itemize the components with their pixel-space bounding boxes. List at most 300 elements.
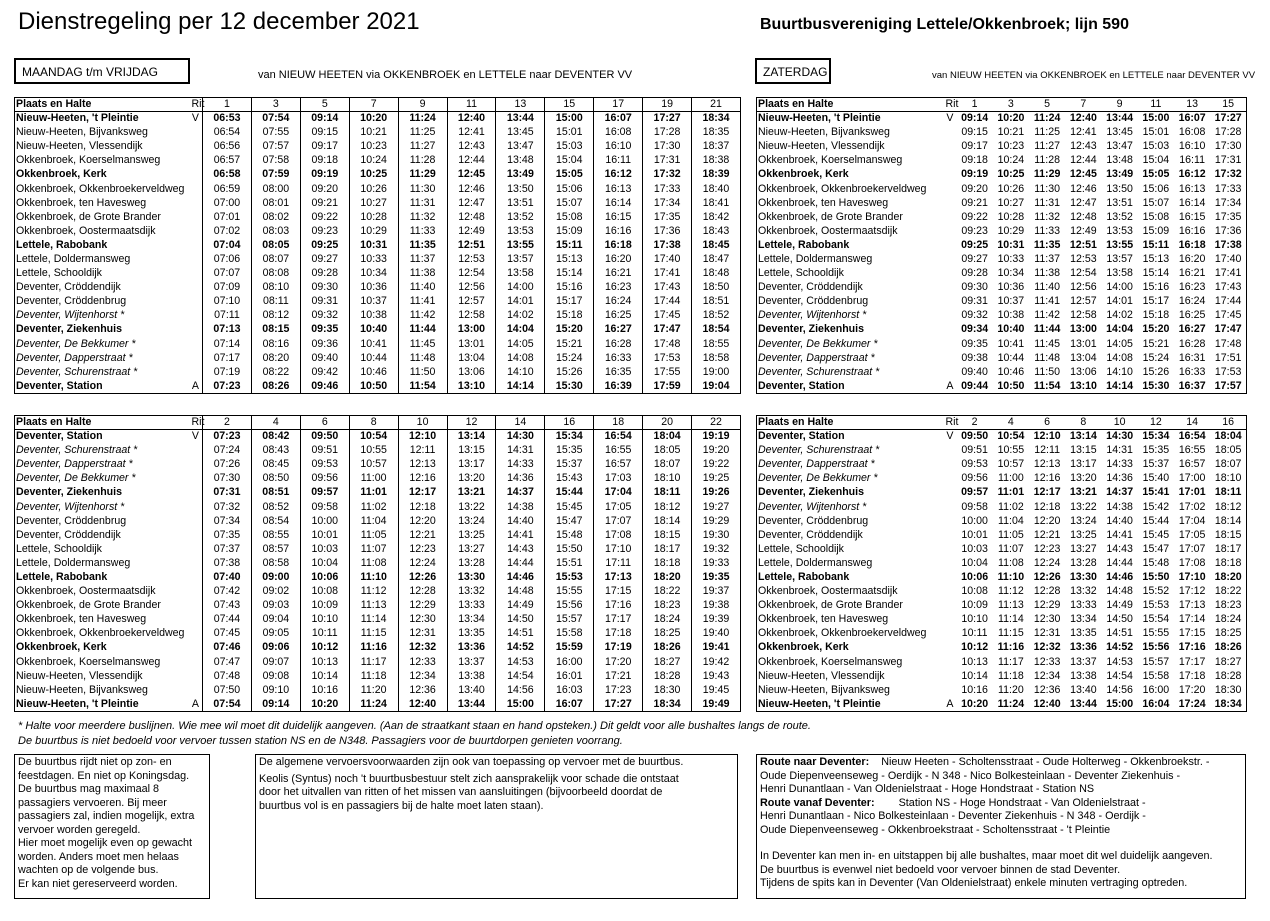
table-row [15, 613, 741, 627]
table-row [15, 309, 741, 323]
info-box-left [14, 754, 210, 899]
departure-time: 14:02 [1106, 309, 1133, 322]
departure-time: 09:31 [300, 295, 349, 309]
table-row [15, 252, 741, 266]
departure-time: 15:20 [1142, 323, 1170, 336]
departure-time: 10:04 [300, 556, 349, 570]
stop-flag [191, 570, 203, 584]
departure-time: 08:20 [251, 351, 300, 365]
departure-time: 13:35 [1070, 627, 1097, 640]
route-to-line: Oude Diepenveenseweg - Oerdijk - N 348 - Nico Bolkesteinlaan - Deventer Ziekenhuis - [760, 769, 1181, 782]
departure-time: 17:20 [1178, 683, 1206, 696]
departure-time: 15:50 [545, 542, 594, 556]
departure-time: 14:30 [1106, 430, 1134, 443]
departure-time: 15:24 [545, 351, 594, 365]
departure-time: 10:13 [961, 655, 988, 668]
table-row [757, 126, 1247, 140]
departure-time: 17:15 [594, 585, 643, 599]
departure-time: 10:00 [961, 514, 988, 527]
departure-time: 09:53 [300, 458, 349, 472]
route-from-line: Henri Dunantlaan - Nico Bolkesteinlaan - Deventer Ziekenhuis - N 348 - Oerdijk - [760, 810, 1146, 822]
departure-time: 09:28 [300, 267, 349, 281]
departure-time: 17:07 [1178, 542, 1206, 555]
departure-time: 11:38 [1034, 267, 1060, 280]
departure-time: 09:22 [300, 210, 349, 224]
table-row [757, 295, 1247, 309]
info-left-line: De buurtbus rijdt niet op zon- en [18, 756, 172, 768]
departure-time: 17:18 [1178, 669, 1206, 682]
table-row [15, 542, 741, 556]
departure-time: 13:10 [1069, 379, 1097, 392]
stop-name: Deventer, Cröddendijk [758, 528, 863, 541]
departure-time: 11:38 [398, 267, 447, 281]
stop-flag [191, 683, 203, 697]
stop-name: Lettele, Doldermansweg [16, 556, 131, 569]
departure-time: 10:01 [300, 528, 349, 542]
departure-time: 11:45 [1034, 337, 1060, 350]
departure-time: 14:41 [1106, 528, 1133, 541]
table-row [15, 585, 741, 599]
departure-time: 14:38 [496, 500, 545, 514]
stop-flag [945, 556, 957, 570]
departure-time: 18:35 [692, 126, 741, 140]
departure-time: 08:05 [251, 238, 300, 252]
departure-time: 16:55 [1178, 444, 1206, 457]
departure-time: 09:51 [961, 444, 988, 457]
stop-name: Lettele, Doldermansweg [758, 556, 873, 569]
departure-time: 09:32 [300, 309, 349, 323]
departure-time: 13:33 [1070, 599, 1097, 612]
departure-time: 11:24 [349, 697, 398, 711]
departure-time: 11:29 [1033, 168, 1061, 181]
departure-time: 10:01 [961, 528, 988, 541]
table-row [757, 112, 1247, 126]
departure-time: 09:04 [251, 613, 300, 627]
departure-time: 11:32 [398, 210, 447, 224]
departure-time: 08:08 [251, 267, 300, 281]
departure-time: 10:40 [349, 323, 398, 337]
table-row [757, 210, 1247, 224]
departure-time: 14:37 [1106, 486, 1134, 499]
departure-time: 15:47 [1142, 542, 1170, 555]
departure-time: 07:40 [203, 570, 252, 584]
stop-flag [945, 683, 957, 697]
departure-time: 10:13 [300, 655, 349, 669]
table-header-row [15, 98, 741, 112]
stop-name: Nieuw-Heeten, Bijvanksweg [16, 683, 148, 696]
stop-flag [191, 182, 203, 196]
departure-time: 15:37 [545, 458, 594, 472]
stop-name: Okkenbroek, Koerselmansweg [16, 154, 161, 167]
departure-time: 10:20 [300, 697, 349, 711]
table-row [757, 613, 1247, 627]
departure-time: 17:34 [1214, 196, 1242, 209]
stop-flag [191, 528, 203, 542]
departure-time: 17:43 [1214, 281, 1242, 294]
trip-number: 21 [692, 98, 741, 112]
departure-time: 14:38 [1106, 500, 1133, 513]
departure-time: 12:40 [1069, 112, 1097, 125]
departure-time: 06:57 [203, 154, 252, 168]
departure-time: 09:22 [961, 210, 988, 223]
departure-time: 08:11 [251, 295, 300, 309]
stop-flag [191, 472, 203, 486]
departure-time: 10:46 [349, 365, 398, 379]
table-row [15, 295, 741, 309]
departure-time: 15:08 [1142, 210, 1170, 223]
departure-time: 17:15 [1178, 627, 1206, 640]
departure-time: 17:43 [643, 281, 692, 295]
departure-time: 14:14 [1106, 379, 1134, 392]
departure-time: 10:25 [997, 168, 1025, 181]
stop-name: Deventer, De Bekkumer * [758, 472, 878, 485]
departure-time: 18:25 [1214, 627, 1242, 640]
departure-time: 18:18 [1214, 556, 1242, 569]
trip-number: 14 [496, 416, 545, 430]
departure-time: 14:49 [496, 599, 545, 613]
departure-time: 16:08 [594, 126, 643, 140]
departure-time: 17:21 [594, 669, 643, 683]
departure-time: 15:00 [496, 697, 545, 711]
departure-time: 18:20 [643, 570, 692, 584]
departure-time: 15:09 [545, 224, 594, 238]
departure-time: 11:25 [398, 126, 447, 140]
departure-time: 13:17 [1070, 458, 1097, 471]
departure-time: 17:59 [643, 379, 692, 393]
departure-time: 12:41 [447, 126, 496, 140]
departure-time: 09:06 [251, 641, 300, 655]
departure-time: 07:42 [203, 585, 252, 599]
stop-name: Lettele, Schooldijk [16, 267, 102, 280]
departure-time: 07:45 [203, 627, 252, 641]
departure-time: 13:51 [496, 196, 545, 210]
departure-time: 15:11 [1142, 238, 1170, 251]
departure-time: 11:13 [349, 599, 398, 613]
departure-time: 10:40 [997, 323, 1025, 336]
stop-flag [945, 140, 957, 154]
departure-time: 12:49 [447, 224, 496, 238]
stop-flag [945, 486, 957, 500]
departure-time: 15:07 [1142, 196, 1170, 209]
departure-time: 11:48 [398, 351, 447, 365]
stop-flag [191, 514, 203, 528]
departure-time: 12:58 [1070, 309, 1097, 322]
table-row [15, 570, 741, 584]
departure-time: 09:14 [251, 697, 300, 711]
departure-time: 08:00 [251, 182, 300, 196]
departure-time: 12:17 [398, 486, 447, 500]
table-row [757, 472, 1247, 486]
saturday-route: van NIEUW HEETEN via OKKENBROEK en LETTELE naar DEVENTER VV [932, 70, 1256, 81]
trip-number: 5 [300, 98, 349, 112]
departure-time: 16:37 [1178, 379, 1206, 392]
stop-name: Deventer, Schurenstraat * [758, 365, 880, 378]
departure-time: 16:03 [545, 683, 594, 697]
departure-time: 09:57 [300, 486, 349, 500]
departure-time: 07:32 [203, 500, 252, 514]
departure-time: 12:36 [398, 683, 447, 697]
departure-time: 10:38 [997, 309, 1025, 322]
departure-time: 17:47 [1214, 323, 1242, 336]
table-row [15, 154, 741, 168]
info-box-middle [255, 754, 738, 899]
departure-time: 18:14 [1214, 514, 1242, 527]
departure-time: 17:00 [1178, 472, 1206, 485]
departure-time: 17:03 [594, 472, 643, 486]
departure-time: 14:02 [496, 309, 545, 323]
departure-time: 11:13 [998, 599, 1024, 612]
departure-time: 15:44 [1142, 514, 1170, 527]
departure-time: 11:37 [1034, 252, 1060, 265]
departure-time: 18:40 [692, 182, 741, 196]
departure-time: 07:23 [203, 430, 252, 444]
stop-flag [191, 486, 203, 500]
departure-time: 18:47 [692, 252, 741, 266]
stop-flag [191, 281, 203, 295]
departure-time: 15:45 [545, 500, 594, 514]
departure-time: 17:32 [1214, 168, 1242, 181]
departure-time: 15:59 [545, 641, 594, 655]
departure-time: 10:08 [300, 585, 349, 599]
departure-time: 11:48 [1034, 351, 1060, 364]
departure-time: 17:01 [1178, 486, 1206, 499]
departure-time: 16:27 [1178, 323, 1206, 336]
departure-time: 06:58 [203, 168, 252, 182]
departure-time: 10:37 [349, 295, 398, 309]
table-row [15, 337, 741, 351]
departure-time: 07:17 [203, 351, 252, 365]
departure-time: 07:13 [203, 323, 252, 337]
departure-time: 10:14 [961, 669, 988, 682]
departure-time: 17:07 [594, 514, 643, 528]
departure-time: 12:20 [398, 514, 447, 528]
table-row [757, 655, 1247, 669]
departure-time: 10:09 [300, 599, 349, 613]
departure-time: 14:49 [1106, 599, 1133, 612]
info-left-line: De buurtbus mag maximaal 8 [18, 783, 160, 795]
stop-name: Okkenbroek, ten Havesweg [16, 196, 147, 209]
departure-time: 17:53 [643, 351, 692, 365]
departure-time: 15:47 [545, 514, 594, 528]
departure-time: 18:07 [1214, 458, 1242, 471]
departure-time: 16:16 [1178, 224, 1206, 237]
trip-number: 9 [1102, 98, 1138, 112]
departure-time: 07:06 [203, 252, 252, 266]
departure-time: 09:38 [961, 351, 988, 364]
stop-flag [945, 238, 957, 252]
trip-number: 12 [447, 416, 496, 430]
departure-time: 15:18 [545, 309, 594, 323]
table-row [757, 641, 1247, 655]
departure-time: 10:36 [997, 281, 1025, 294]
trip-number: 15 [1210, 98, 1246, 112]
departure-time: 14:41 [496, 528, 545, 542]
departure-time: 09:28 [961, 267, 988, 280]
stop-flag [191, 365, 203, 379]
table-row [757, 267, 1247, 281]
departure-time: 19:00 [692, 365, 741, 379]
stop-flag [945, 599, 957, 613]
stop-flag [191, 196, 203, 210]
stop-name: Deventer, Station [758, 430, 845, 443]
departure-time: 11:12 [998, 585, 1024, 598]
departure-time: 09:58 [961, 500, 988, 513]
stop-name: Okkenbroek, de Grote Brander [16, 210, 161, 223]
departure-time: 17:13 [1178, 599, 1206, 612]
table-row [757, 458, 1247, 472]
table-row [15, 168, 741, 182]
departure-time: 09:35 [300, 323, 349, 337]
departure-time: 16:00 [1142, 683, 1170, 696]
departure-time: 16:57 [1178, 458, 1206, 471]
departure-time: 18:58 [692, 351, 741, 365]
departure-time: 13:44 [447, 697, 496, 711]
table-row [757, 281, 1247, 295]
stop-name: Okkenbroek, Kerk [16, 168, 107, 181]
departure-time: 12:53 [447, 252, 496, 266]
departure-time: 13:44 [1106, 112, 1134, 125]
departure-time: 11:30 [398, 182, 447, 196]
departure-time: 16:25 [594, 309, 643, 323]
departure-time: 07:00 [203, 196, 252, 210]
stop-name: Deventer, Cröddenbrug [758, 514, 869, 527]
departure-time: 17:05 [594, 500, 643, 514]
departure-time: 17:33 [1214, 182, 1242, 195]
departure-time: 17:31 [643, 154, 692, 168]
table-row [757, 140, 1247, 154]
departure-time: 15:07 [545, 196, 594, 210]
stop-flag [945, 224, 957, 238]
departure-time: 16:24 [1178, 295, 1206, 308]
departure-time: 14:46 [1106, 570, 1134, 583]
departure-time: 12:32 [1033, 641, 1061, 654]
departure-time: 11:14 [998, 613, 1024, 626]
departure-time: 13:48 [1106, 154, 1133, 167]
departure-time: 15:51 [545, 556, 594, 570]
trip-number: 6 [300, 416, 349, 430]
trip-number: 9 [398, 98, 447, 112]
stop-flag [945, 210, 957, 224]
departure-time: 09:30 [961, 281, 988, 294]
departure-time: 10:36 [349, 281, 398, 295]
departure-time: 09:17 [300, 140, 349, 154]
departure-time: 18:41 [692, 196, 741, 210]
stop-flag: A [946, 379, 954, 392]
departure-time: 10:37 [997, 295, 1025, 308]
trip-number: 4 [251, 416, 300, 430]
stop-name: Okkenbroek, Kerk [16, 641, 107, 654]
departure-time: 14:52 [496, 641, 545, 655]
table-row [15, 267, 741, 281]
departure-time: 07:19 [203, 365, 252, 379]
departure-time: 17:14 [1178, 613, 1206, 626]
departure-time: 12:33 [398, 655, 447, 669]
departure-time: 17:33 [643, 182, 692, 196]
table-row [15, 444, 741, 458]
departure-time: 12:31 [1033, 627, 1061, 640]
departure-time: 13:37 [447, 655, 496, 669]
stop-name: Lettele, Doldermansweg [758, 252, 873, 265]
departure-time: 18:17 [1214, 542, 1242, 555]
table-header-row [15, 416, 741, 430]
departure-time: 17:40 [643, 252, 692, 266]
departure-time: 17:13 [594, 570, 643, 584]
stop-name: Okkenbroek, Okkenbroekerveldweg [758, 182, 927, 195]
departure-time: 09:23 [300, 224, 349, 238]
departure-time: 11:18 [998, 669, 1024, 682]
stop-name: Deventer, Dapperstraat * [758, 458, 875, 471]
departure-time: 07:07 [203, 267, 252, 281]
departure-time: 07:10 [203, 295, 252, 309]
departure-time: 13:00 [447, 323, 496, 337]
departure-time: 07:02 [203, 224, 252, 238]
departure-time: 09:25 [300, 238, 349, 252]
table-row [15, 556, 741, 570]
departure-time: 09:14 [300, 112, 349, 126]
stop-flag [945, 627, 957, 641]
departure-time: 15:55 [1142, 627, 1170, 640]
departure-time: 17:17 [594, 613, 643, 627]
departure-time: 11:05 [998, 528, 1024, 541]
departure-time: 09:34 [961, 323, 989, 336]
table-row [757, 337, 1247, 351]
departure-time: 11:33 [398, 224, 447, 238]
stop-flag [191, 295, 203, 309]
departure-time: 12:53 [1070, 252, 1097, 265]
departure-time: 16:07 [545, 697, 594, 711]
info-left-line: feestdagen. En niet op Koningsdag. [18, 769, 190, 782]
departure-time: 09:10 [251, 683, 300, 697]
departure-time: 09:21 [961, 196, 988, 209]
trip-number: 1 [957, 98, 993, 112]
departure-time: 09:15 [961, 126, 988, 139]
departure-time: 13:20 [447, 472, 496, 486]
info-mid-line: door het uitvallen van ritten of het missen van aansluitingen (bijvoorbeeld doordat de [259, 786, 663, 798]
departure-time: 13:57 [1106, 252, 1133, 265]
departure-time: 14:10 [496, 365, 545, 379]
departure-time: 13:35 [447, 627, 496, 641]
departure-time: 13:24 [447, 514, 496, 528]
departure-time: 08:12 [251, 309, 300, 323]
route-from-line: Station NS - Hoge Hondstraat - Van Oldenielstraat - [898, 796, 1146, 809]
stop-name: Okkenbroek, ten Havesweg [758, 613, 889, 626]
departure-time: 18:10 [643, 472, 692, 486]
stop-name: Deventer, Ziekenhuis [16, 486, 122, 499]
departure-time: 14:50 [1106, 613, 1133, 626]
departure-time: 15:05 [1142, 168, 1170, 181]
trip-number: 20 [643, 416, 692, 430]
stop-name: Okkenbroek, de Grote Brander [758, 210, 903, 223]
stop-name: Deventer, De Bekkumer * [16, 472, 136, 485]
stop-name: Nieuw-Heeten, 't Pleintie [16, 697, 139, 710]
info-left-line: Hier moet mogelijk even op gewacht [18, 837, 193, 849]
stop-name: Deventer, Cröddendijk [16, 281, 121, 294]
stop-flag: A [946, 697, 954, 710]
departure-time: 12:21 [1033, 528, 1061, 541]
departure-time: 14:52 [1106, 641, 1134, 654]
trip-number: 17 [594, 98, 643, 112]
departure-time: 07:38 [203, 556, 252, 570]
departure-time: 12:34 [398, 669, 447, 683]
stop-flag [945, 655, 957, 669]
departure-time: 13:49 [1106, 168, 1134, 181]
departure-time: 16:00 [545, 655, 594, 669]
departure-time: 10:28 [997, 210, 1025, 223]
trip-number: 18 [594, 416, 643, 430]
departure-time: 17:36 [1214, 224, 1242, 237]
departure-time: 07:57 [251, 140, 300, 154]
departure-time: 06:59 [203, 182, 252, 196]
